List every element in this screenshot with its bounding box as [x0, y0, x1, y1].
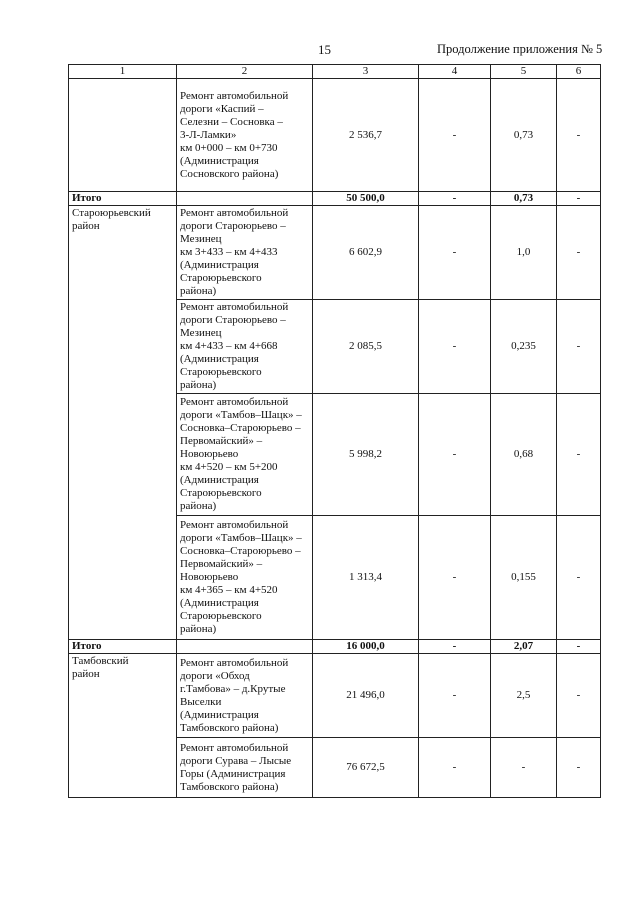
column-header: 3 [313, 65, 419, 79]
length-cell: - [491, 738, 557, 798]
col6-cell: - [557, 738, 601, 798]
amount-cell: 2 536,7 [313, 79, 419, 192]
total-col4: - [419, 640, 491, 654]
project-cell: Ремонт автомобильной дороги Староюрьево – Мезинец км 3+433 – км 4+433 (Администрация Староюрьевского района) [177, 206, 313, 300]
length-cell: 2,5 [491, 654, 557, 738]
column-header: 2 [177, 65, 313, 79]
col6-cell: - [557, 394, 601, 516]
col4-cell: - [419, 654, 491, 738]
continuation-label: Продолжение приложения № 5 [437, 42, 603, 56]
length-cell: 0,73 [491, 79, 557, 192]
total-empty-cell [177, 640, 313, 654]
appendix-table [68, 64, 601, 798]
col6-cell: - [557, 79, 601, 192]
col4-cell: - [419, 516, 491, 640]
total-row [69, 640, 601, 654]
amount-cell: 5 998,2 [313, 394, 419, 516]
total-label: Итого [69, 640, 177, 654]
district-cell [69, 79, 177, 192]
column-header: 1 [69, 65, 177, 79]
col4-cell: - [419, 738, 491, 798]
project-cell: Ремонт автомобильной дороги «Тамбов–Шацк» – Сосновка–Староюрьево – Первомайский» – Новоюрьево км 4+365 – км 4+520 (Администрация Староюрьевского района) [177, 516, 313, 640]
col6-cell: - [557, 300, 601, 394]
total-length: 0,73 [491, 192, 557, 206]
length-cell: 0,68 [491, 394, 557, 516]
total-row [69, 192, 601, 206]
total-label: Итого [69, 192, 177, 206]
project-cell: Ремонт автомобильной дороги «Каспий – Селезни – Сосновка – 3-Л-Ламки» км 0+000 – км 0+730 (Администрация Сосновского района) [177, 79, 313, 192]
col4-cell: - [419, 206, 491, 300]
table-row [69, 206, 601, 300]
column-header: 5 [491, 65, 557, 79]
column-number-row [69, 65, 601, 79]
length-cell: 0,235 [491, 300, 557, 394]
project-cell: Ремонт автомобильной дороги «Тамбов–Шацк» – Сосновка–Староюрьево – Первомайский» – Новоюрьево км 4+520 – км 5+200 (Администрация Староюрьевского района) [177, 394, 313, 516]
amount-cell: 76 672,5 [313, 738, 419, 798]
amount-cell: 1 313,4 [313, 516, 419, 640]
col6-cell: - [557, 206, 601, 300]
column-header: 6 [557, 65, 601, 79]
column-header: 4 [419, 65, 491, 79]
amount-cell: 21 496,0 [313, 654, 419, 738]
project-cell: Ремонт автомобильной дороги «Обход г.Тамбова» – д.Крутые Выселки (Администрация Тамбовского района) [177, 654, 313, 738]
length-cell: 0,155 [491, 516, 557, 640]
total-col4: - [419, 192, 491, 206]
district-cell: Тамбовский район [69, 654, 177, 798]
table-row [69, 654, 601, 738]
project-cell: Ремонт автомобильной дороги Староюрьево – Мезинец км 4+433 – км 4+668 (Администрация Староюрьевского района) [177, 300, 313, 394]
total-col6: - [557, 640, 601, 654]
total-amount: 50 500,0 [313, 192, 419, 206]
total-empty-cell [177, 192, 313, 206]
total-col6: - [557, 192, 601, 206]
col4-cell: - [419, 79, 491, 192]
district-cell: Староюрьевский район [69, 206, 177, 640]
col4-cell: - [419, 300, 491, 394]
length-cell: 1,0 [491, 206, 557, 300]
page-number: 15 [318, 42, 331, 57]
col4-cell: - [419, 394, 491, 516]
total-length: 2,07 [491, 640, 557, 654]
total-amount: 16 000,0 [313, 640, 419, 654]
col6-cell: - [557, 654, 601, 738]
amount-cell: 2 085,5 [313, 300, 419, 394]
table-row [69, 79, 601, 192]
col6-cell: - [557, 516, 601, 640]
project-cell: Ремонт автомобильной дороги Сурава – Лысые Горы (Администрация Тамбовского района) [177, 738, 313, 798]
amount-cell: 6 602,9 [313, 206, 419, 300]
